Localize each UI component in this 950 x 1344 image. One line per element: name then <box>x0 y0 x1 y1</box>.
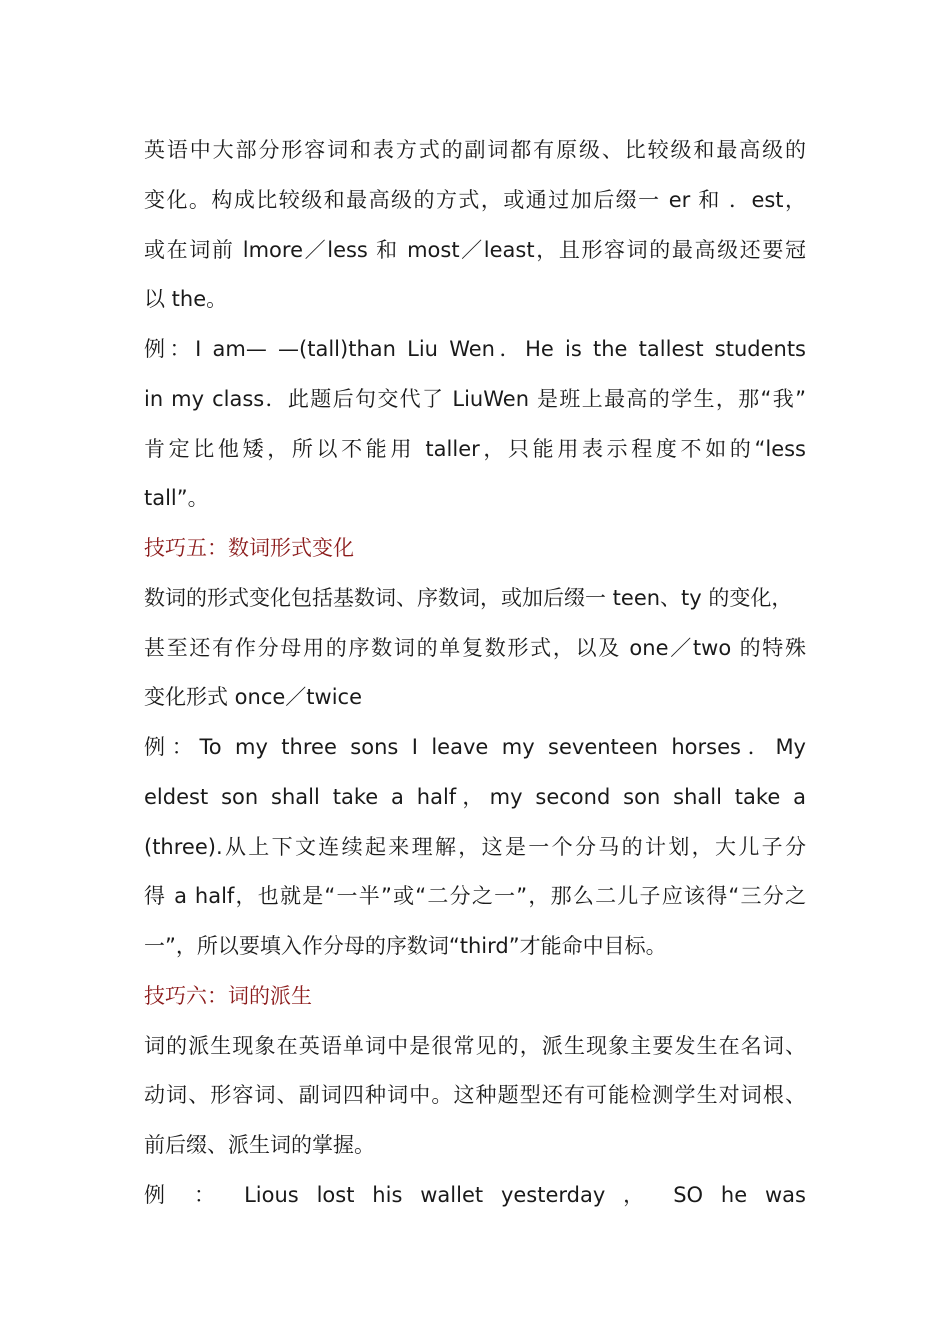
example-comparison-line-3: 肯定比他矮，所以不能用 taller，只能用表示程度不如的“less <box>144 437 806 461</box>
paragraph-comparison-line-1: 英语中大部分形容词和表方式的副词都有原级、比较级和最高级的 <box>144 138 806 162</box>
example-comparison-line-4: tall”。 <box>144 486 209 510</box>
paragraph-numerals-line-1: 数词的形式变化包括基数词、序数词，或加后缀一 teen、ty 的变化， <box>144 586 793 610</box>
example-numerals-line-1: 例：To my three sons I leave my seventeen horses．My <box>144 735 806 759</box>
paragraph-comparison-line-4: 以 the。 <box>144 287 228 311</box>
paragraph-derivation-line-2: 动词、形容词、副词四种词中。这种题型还有可能检测学生对词根、 <box>144 1083 806 1107</box>
paragraph-comparison-line-3: 或在词前 lmore／less 和 most／least，且形容词的最高级还要冠 <box>144 238 806 262</box>
example-numerals-line-2: eldest son shall take a half，my second son shall take a <box>144 785 806 809</box>
paragraph-derivation-line-3: 前后缀、派生词的掌握。 <box>144 1133 375 1157</box>
example-numerals-line-4: 得 a half，也就是“一半”或“二分之一”，那么二儿子应该得“三分之 <box>144 884 806 908</box>
paragraph-derivation-line-1: 词的派生现象在英语单词中是很常见的，派生现象主要发生在名词、 <box>144 1034 806 1058</box>
heading-tip-six: 技巧六：词的派生 <box>144 984 312 1008</box>
example-comparison-line-1: 例：I am— —(tall)than Liu Wen．He is the tallest students <box>144 337 806 361</box>
example-derivation-line-1: 例 ： Lious lost his wallet yesterday ， SO he was <box>144 1183 806 1207</box>
paragraph-comparison-line-2: 变化。构成比较级和最高级的方式，或通过加后缀一 er 和 ．est， <box>144 188 807 212</box>
paragraph-numerals-line-2: 甚至还有作分母用的序数词的单复数形式，以及 one／two 的特殊 <box>144 636 806 660</box>
paragraph-numerals-line-3: 变化形式 once／twice <box>144 685 363 709</box>
example-numerals-line-3: (three).从上下文连续起来理解，这是一个分马的计划，大儿子分 <box>144 835 806 859</box>
example-comparison-line-2: in my class．此题后句交代了 LiuWen 是班上最高的学生，那“我” <box>144 387 806 411</box>
example-numerals-line-5: 一”，所以要填入作分母的序数词“third”才能命中目标。 <box>144 934 667 958</box>
heading-tip-five: 技巧五：数词形式变化 <box>144 536 354 560</box>
